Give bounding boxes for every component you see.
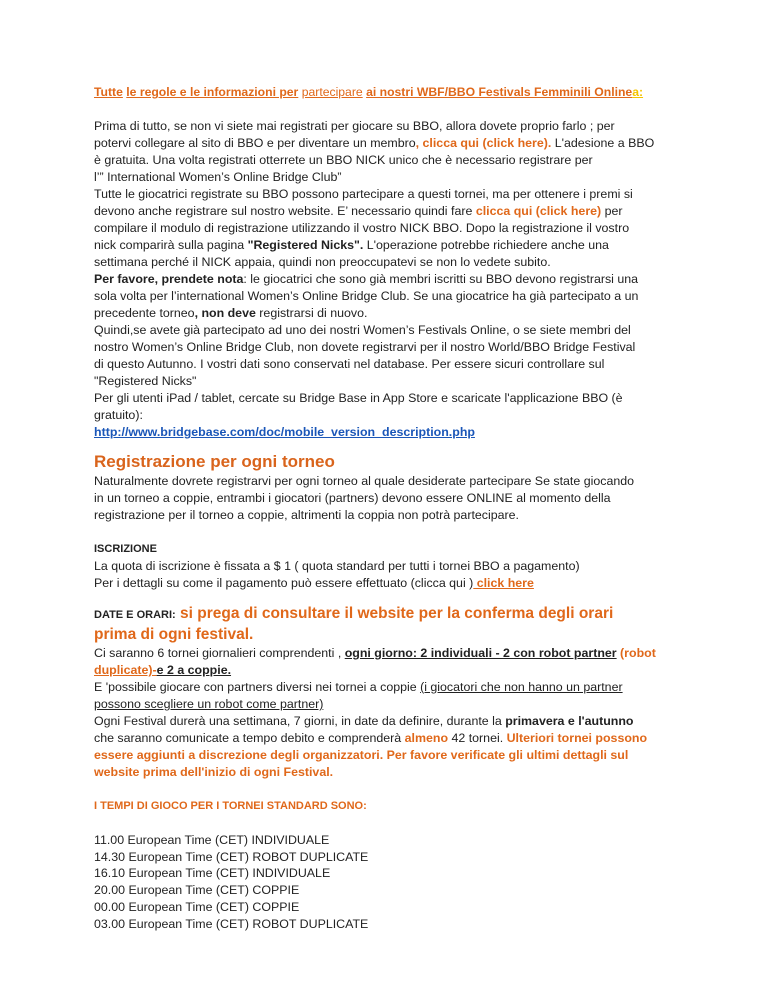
bbo-mobile-link[interactable]: http://www.bridgebase.com/doc/mobile_version_description.php <box>94 425 475 439</box>
registration-heading: Registrazione per ogni torneo <box>94 452 335 471</box>
dates-section: DATE E ORARI: si prega di consultare il website per la conferma degli orari prima di ogni festival. Ci saranno 6 tornei giornalieri comprendenti , ogni giorno: 2 individuali - 2 con robot partner (robot duplicate)-e 2 a coppie. E 'possibile giocare con partners diversi nei tornei a coppie (i giocatori che non hanno un partner possono scegliere un robot come partner) Ogni Festival durerà una settimana, 7 giorni, in date da definire, durante la primavera e l'autunno che saranno comunicate a tempo debito e comprenderà almeno 42 tornei. Ulteriori tornei possono essere aggiunti a discrezione degli organizzatori. Per favore verificate gli ultimi dettagli sul website prima dell'inizio di ogni Festival. <box>94 605 656 779</box>
time-row: 00.00 European Time (CET) COPPIE <box>94 899 300 914</box>
registration-section: Naturalmente dovrete registrarvi per ogni torneo al quale desiderate partecipare Se state giocando in un torneo a coppie, entrambi i giocatori (partners) devono essere ONLINE al momento della registrazione per il torneo a coppie, altrimenti la coppia non potrà partecipare. <box>94 474 635 522</box>
times-section <box>94 798 698 933</box>
intro-section: Prima di tutto, se non vi siete mai registrati per giocare su BBO, allora dovete proprio farlo ; per potervi collegare al sito di BBO e per diventare un membro, clicca qui (click here). L'adesione a BBO è gratuita. Una volta registrati otterrete un BBO NICK unico che è necessario registrare per l’” International Women’s Online Bridge Club” Tutte le giocatrici registrate su BBO possono partecipare a questi tornei, ma per ottenere i premi si devono anche registrare sul nostro website. E’ necessario quindi fare clicca qui (click here) per compilare il modulo di registrazione utilizzando il vostro NICK BBO. Dopo la registrazione il vostro nick comparirà sulla pagina "Registered Nicks". L'operazione potrebbe richiedere anche una settimana perché il NICK appaia, quindi non preoccupatevi se non lo vedete subito. Per favore, prendete nota: le giocatrici che sono già membri iscritti su BBO devono registrarsi una sola volta per l’international Women’s Online Bridge Club. Se una giocatrice ha già partecipato a un precedente torneo, non deve registrarsi di nuovo. Quindi,se avete già partecipato ad uno dei nostri Women’s Festivals Online, o se siete membri del nostro Women’s Online Bridge Club, non dovete registrarvi per il nostro World/BBO Bridge Festival di questo Autunno. I vostri dati sono conservati nel database. Per essere sicuri controllare sul "Registered Nicks" Per gli utenti iPad / tablet, cercate su Bridge Base in App Store e scaricate l'applicazione BBO (è gratuito): http://www.bridgebase.com/doc/mobile_version_description.php <box>94 119 655 439</box>
document-page <box>94 84 698 933</box>
time-row: 20.00 European Time (CET) COPPIE <box>94 883 300 898</box>
registered-nicks-label: "Registered Nicks". <box>247 238 364 252</box>
payment-details-link[interactable]: click here <box>473 576 534 590</box>
page-title: Tutte le regole e le informazioni per partecipare ai nostri WBF/BBO Festivals Femminili Onlinea: <box>94 85 644 99</box>
dates-label: DATE E ORARI <box>94 609 173 621</box>
time-row: 16.10 European Time (CET) INDIVIDUALE <box>94 866 331 881</box>
note-label: Per favore, prendete nota <box>94 272 244 286</box>
bbo-signup-link[interactable]: , clicca qui (click here). <box>415 136 552 150</box>
fee-heading: ISCRIZIONE <box>94 543 157 555</box>
fee-section: ISCRIZIONE La quota di iscrizione è fissata a $ 1 ( quota standard per tutti i tornei BBO a pagamento) Per i dettagli su come il pagamento può essere effettuato (clicca qui ) click here <box>94 541 698 592</box>
time-row: 03.00 European Time (CET) ROBOT DUPLICATE <box>94 916 369 931</box>
times-heading: I TEMPI DI GIOCO PER I TORNEI STANDARD SONO: <box>94 800 367 812</box>
website-register-link[interactable]: clicca qui (click here) <box>475 204 602 218</box>
time-row: 14.30 European Time (CET) ROBOT DUPLICATE <box>94 849 369 864</box>
time-row: 11.00 European Time (CET) INDIVIDUALE <box>94 832 330 847</box>
